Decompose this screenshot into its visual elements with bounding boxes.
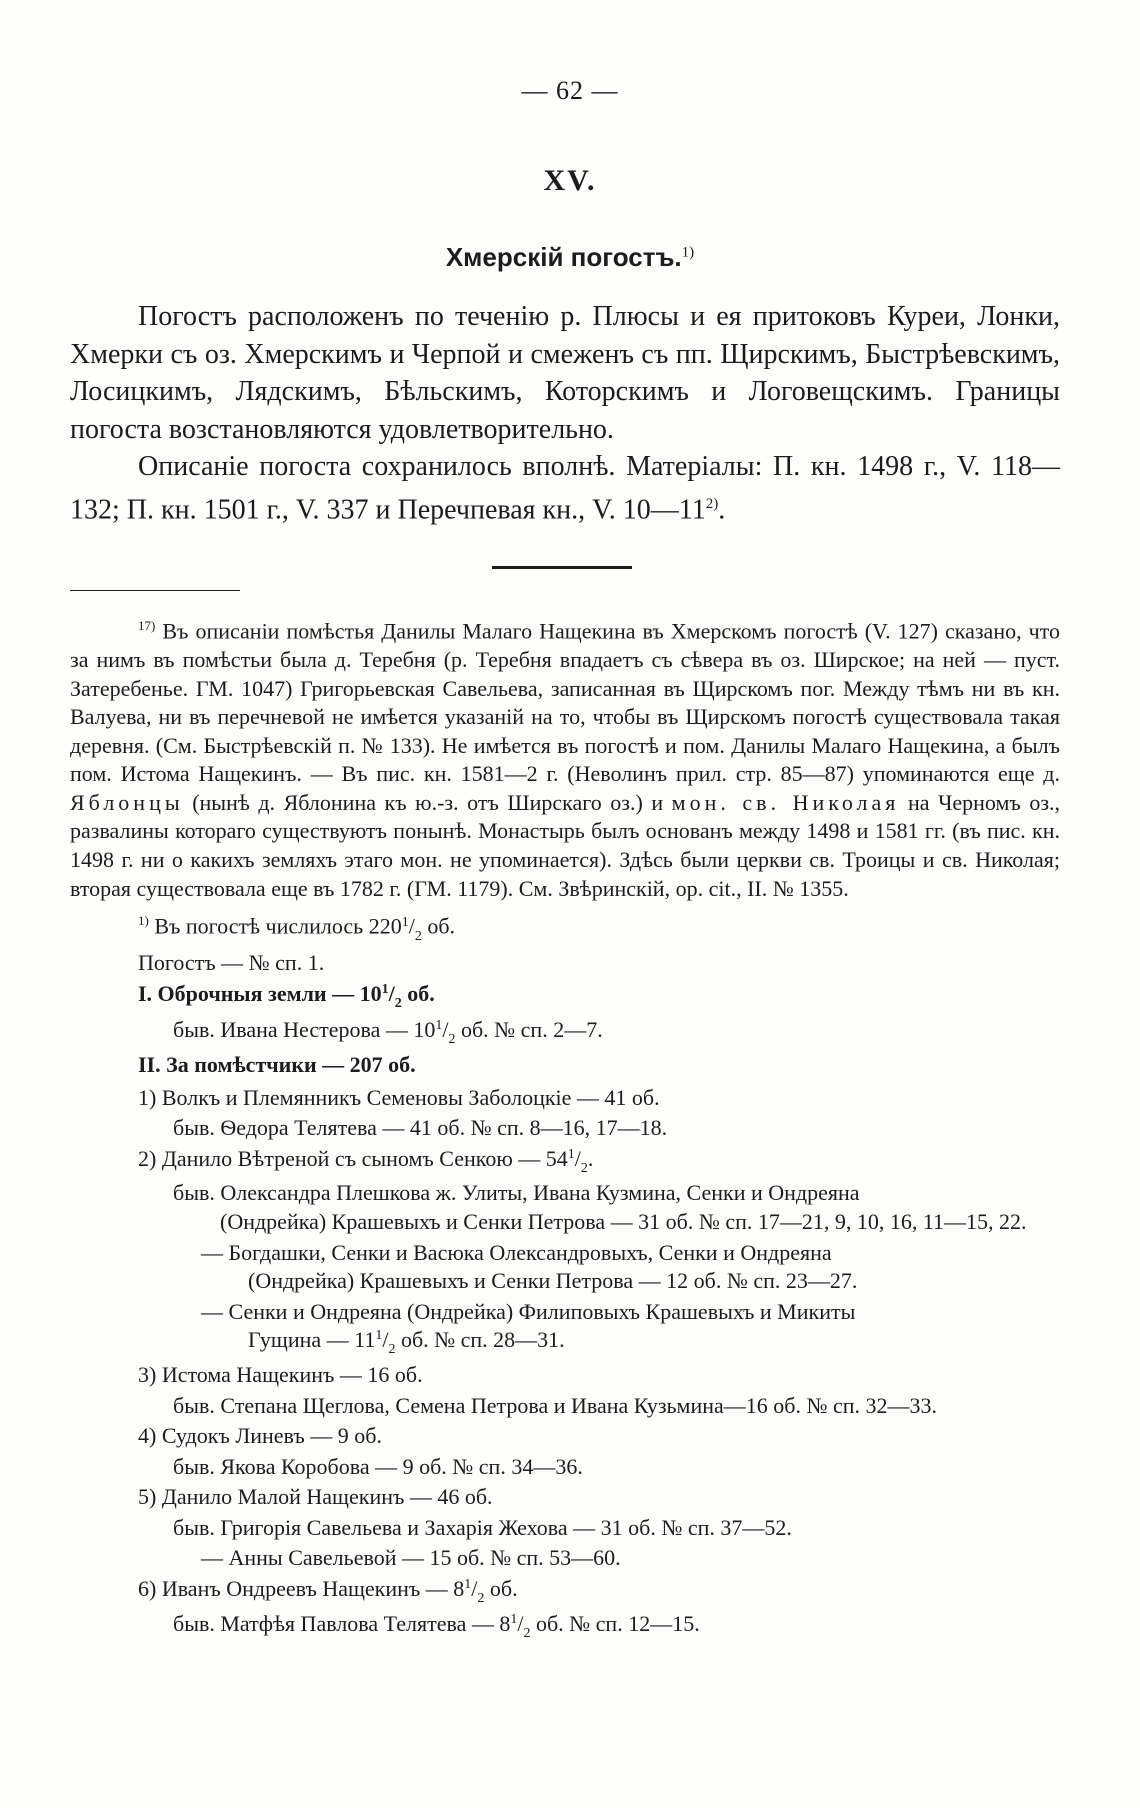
section-heading: [0, 242, 1140, 273]
list-item: быв. Олександра Плешкова ж. Улиты, Ивана Кузмина, Сенки и Ондреяна (Ондрейка) Крашевыхъ и Сенки Петрова — 31 об. № сп. 17—21, 9, 10, 16, 11—15, 22.: [173, 1180, 1027, 1234]
footnote-mark: 2): [705, 495, 719, 512]
body-paragraph: [70, 448, 1060, 528]
fraction-den: 2: [414, 928, 422, 944]
list-item: быв. Матфѣя Павлова Телятева — $8^1/_2$ об. № сп. 12—15.: [173, 1610, 700, 1641]
list-item: быв. Ѳедора Телятева — 41 об. № сп. 8—16, 17—18.: [173, 1115, 668, 1141]
paragraph-end: .: [718, 493, 726, 525]
pogost-line: Погостъ — № сп. 1.: [138, 950, 325, 976]
footnote-1: $^{1)}$ Въ погостѣ числилось $220^1/_2$ об.: [138, 913, 456, 944]
section-title-tail: об.: [401, 980, 435, 1006]
body-paragraph: Погостъ расположенъ по теченію р. Плюсы и ея притоковъ Куреи, Лонки, Хмерки съ оз. Хмерскимъ и Черпой и смеженъ съ пп. Щирскимъ, Быстрѣевскимъ, Лосицкимъ, Лядскимъ, Бѣльскимъ, Которскимъ и Логовещскимъ. Границы погоста возстановляются удовлетворительно.: [70, 301, 1060, 445]
footnote-text: на Черномъ оз., развалины котораго существуютъ понынѣ. Монастырь былъ основанъ между 1498 и 1581 гг. (въ пис. кн. 1498 г. ни о какихъ земляхъ этаго мон. не упоминается). Здѣсь были церкви св. Троицы и св. Николая; вторая существовала еще въ 1782 г. (ГМ. 1179). См. Звѣринскій, op. cit., II. № 1355.: [70, 789, 1061, 901]
heading-footnote-mark: 1): [681, 244, 695, 261]
page-number: — 62 —: [521, 76, 619, 105]
section-1-title: I. Оброчныя земли — $10^1/_2$ об.: [138, 980, 435, 1011]
list-item: 1) Волкъ и Племянникъ Семеновы Заболоцкіе — 41 об.: [138, 1084, 660, 1110]
section-number: XV.: [543, 164, 597, 197]
list-item: 5) Данило Малой Нащекинъ — 46 об.: [138, 1484, 493, 1510]
list-item: быв. Якова Коробова — 9 об. № сп. 34—36.: [173, 1453, 583, 1479]
list-item: 3) Истома Нащекинъ — 16 об.: [138, 1361, 423, 1387]
section-title-text: I. Оброчныя земли — 10: [138, 980, 382, 1006]
fraction-den: 2: [394, 995, 402, 1011]
list-item: 6) Иванъ Ондреевъ Нащекинъ — $8^1/_2$ об.: [138, 1576, 518, 1607]
footnote-mark: 1): [138, 913, 149, 929]
list-item: — Богдашки, Сенки и Васюка Олександровыхъ, Сенки и Ондреяна (Ондрейка) Крашевыхъ и Сенки Петрова — 12 об. № сп. 23—27.: [201, 1239, 858, 1294]
body-text: [70, 298, 1060, 528]
paragraph-text: Описаніе погоста сохранилось вполнѣ. Матеріалы: П. кн. 1498 г., V. 118—132; П. кн. 1501 г., V. 337 и Перечпевая кн., V. 10—11: [70, 451, 1060, 525]
list-item: 4) Судокъ Линевъ — 9 об.: [138, 1423, 382, 1449]
list-item: — Сенки и Ондреяна (Ондрейка) Филиповыхъ Крашевыхъ и Микиты Гущина — $11^1/_2$ об. № сп. 28—31.: [201, 1298, 856, 1358]
spaced-text: мон. св. Николая: [671, 789, 900, 815]
section-divider: [492, 566, 632, 569]
footnote-17: [70, 612, 1060, 903]
footnote-mark: 17): [138, 618, 156, 633]
footnote-tail: об.: [421, 913, 456, 939]
list-item: быв. Степана Щеглова, Семена Петрова и Ивана Кузьмина—16 об. № сп. 32—33.: [173, 1392, 937, 1418]
list-item: быв. Григорія Савельева и Захарія Жехова — 31 об. № сп. 37—52.: [173, 1514, 792, 1540]
heading-text: Хмерскій погостъ.: [445, 242, 682, 272]
section-2-title: II. За помѣстчики — 207 об.: [138, 1051, 416, 1077]
spaced-text: Яблонцы: [70, 789, 184, 815]
footnote-text: Въ погостѣ числилось 220: [154, 913, 402, 939]
fraction-num: 1: [381, 981, 389, 997]
footnotes: [70, 612, 1060, 1644]
list-item: 2) Данило Вѣтреной съ сыномъ Сенкою — $54^1/_2$.: [138, 1145, 594, 1176]
list-item: быв. Ивана Нестерова — $10^1/_2$ об. № сп. 2—7.: [173, 1017, 603, 1048]
list-item: — Анны Савельевой — 15 об. № сп. 53—60.: [201, 1545, 621, 1571]
footnote-text: (нынѣ д. Яблонина къ ю.-з. отъ Ширскаго оз.) и: [192, 789, 664, 815]
fraction-num: 1: [401, 914, 409, 930]
footnote-text: Въ описаніи помѣстья Данилы Малаго Нащекина въ Хмерскомъ погостѣ (V. 127) сказано, что за нимъ въ помѣстьи была д. Теребня (р. Теребня впадаетъ съ сѣвера въ оз. Ширское; на ней — пуст. Затеребенье. ГМ. 1047) Григорьевская Савельева, записанная въ Щирскомъ пог. Между тѣмъ ни въ кн. Валуева, ни въ перечневой не имѣется указаній на то, чтобы въ Щирскомъ погостѣ существовала такая деревня. (См. Быстрѣевскій п. № 133). Не имѣется въ погостѣ и пом. Данилы Малаго Нащекина, а былъ пом. Истома Нащекинъ. — Въ пис. кн. 1581—2 г. (Неволинъ прил. стр. 85—87) упоминаются еще д.: [70, 618, 1061, 787]
footnote-divider: [70, 590, 240, 591]
